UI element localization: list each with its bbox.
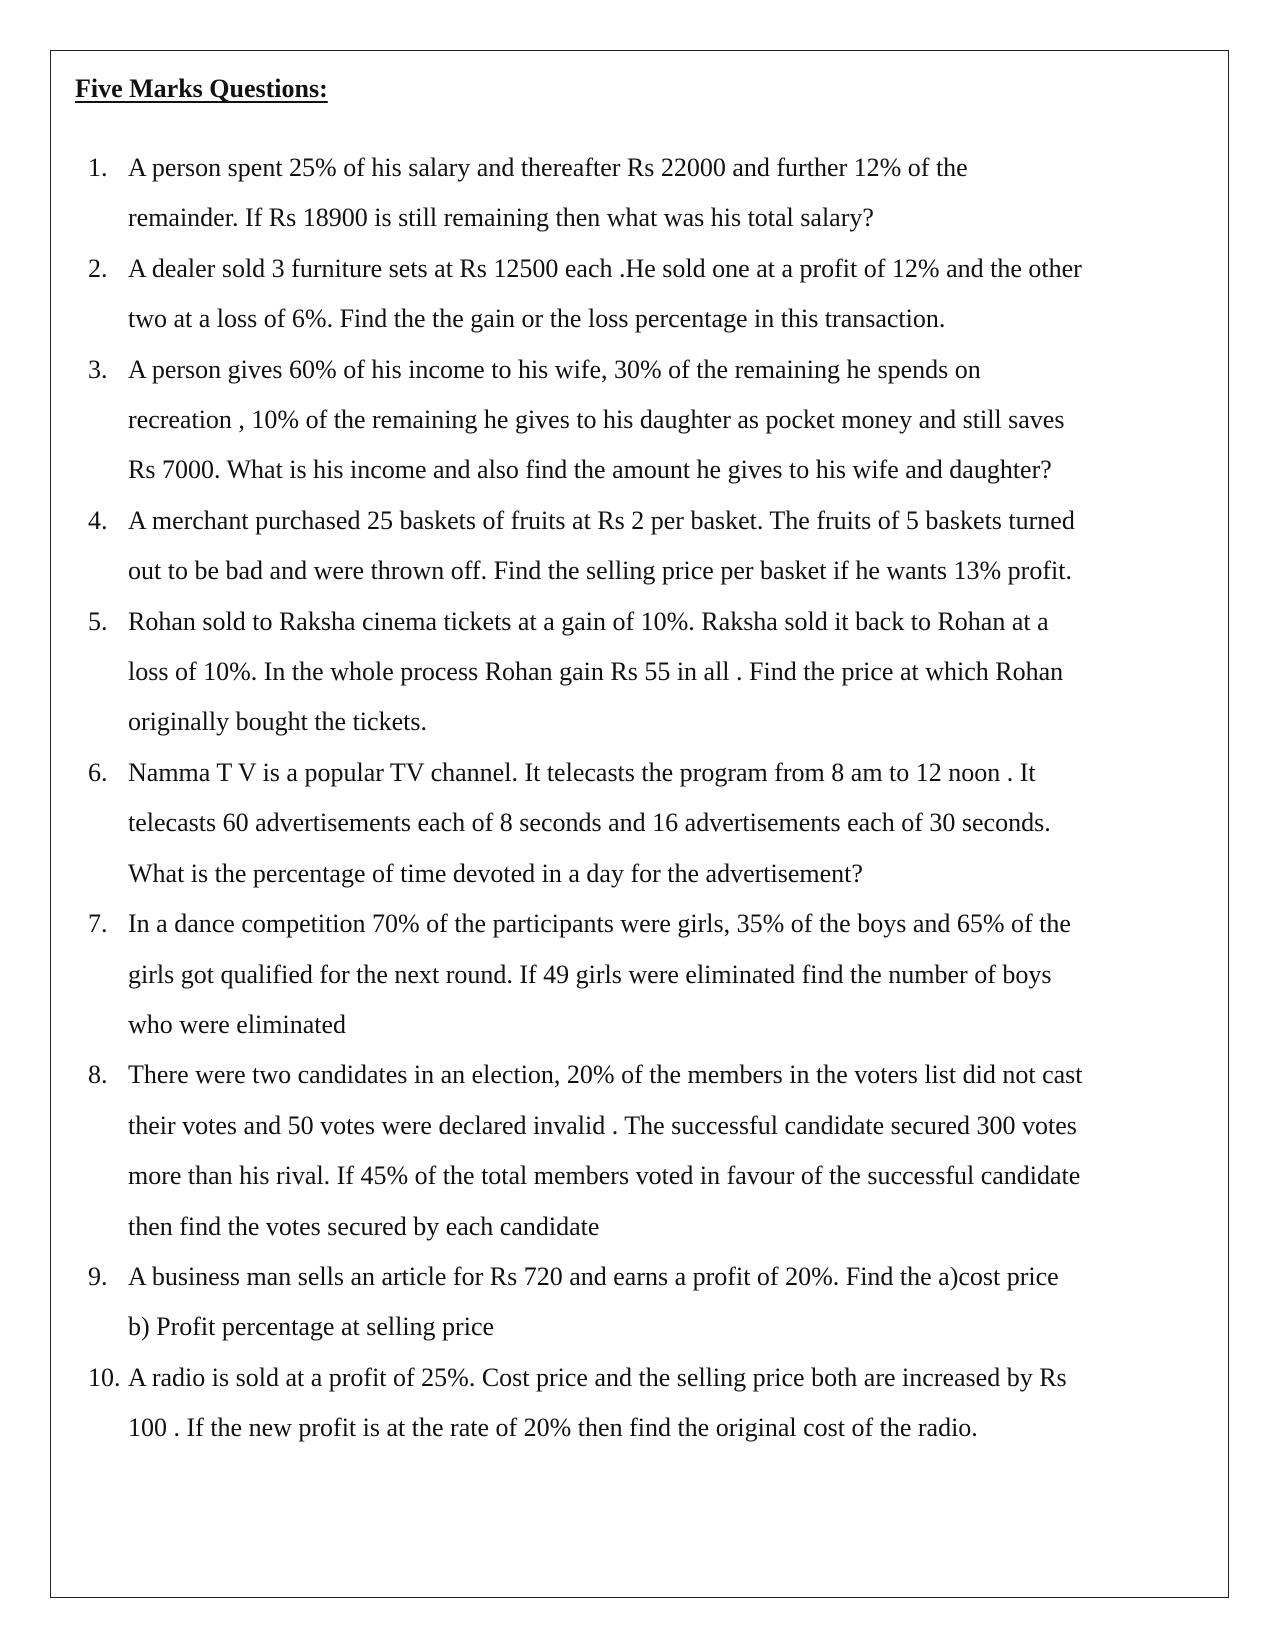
- question-item: [0, 143, 1275, 244]
- question-text-line: then find the votes secured by each candidate: [128, 1211, 600, 1241]
- question-text-line: b) Profit percentage at selling price: [128, 1312, 495, 1342]
- question-text-line: two at a loss of 6%. Find the the gain or the loss percentage in this transaction.: [128, 304, 946, 334]
- question-number: 10.: [88, 1362, 121, 1392]
- question-item: [0, 899, 1275, 1050]
- page-heading: Five Marks Questions:: [75, 74, 328, 103]
- question-text-line: originally bought the tickets.: [128, 707, 427, 737]
- question-text-line: girls got qualified for the next round. If 49 girls were eliminated find the number of boys: [128, 959, 1052, 989]
- question-item: [0, 496, 1275, 597]
- question-text-line: A business man sells an article for Rs 720 and earns a profit of 20%. Find the a)cost price: [128, 1261, 1059, 1291]
- question-item: [0, 1050, 1275, 1252]
- question-number: 2.: [88, 253, 108, 283]
- question-text-line: A person spent 25% of his salary and thereafter Rs 22000 and further 12% of the: [128, 153, 968, 182]
- question-number: 9.: [88, 1261, 108, 1291]
- question-number: 4.: [88, 505, 108, 535]
- question-text-line: loss of 10%. In the whole process Rohan gain Rs 55 in all . Find the price at which Rohan: [128, 657, 1064, 687]
- question-item: [0, 1353, 1275, 1454]
- question-number: 7.: [88, 909, 108, 939]
- question-number: 3.: [88, 354, 108, 384]
- question-text-line: Namma T V is a popular TV channel. It telecasts the program from 8 am to 12 noon . It: [128, 757, 1036, 787]
- question-list: [0, 143, 1275, 1454]
- question-text-line: Rs 7000. What is his income and also find the amount he gives to his wife and daughter?: [128, 455, 1052, 485]
- question-text-line: telecasts 60 advertisements each of 8 seconds and 16 advertisements each of 30 seconds.: [128, 808, 1051, 838]
- question-text-line: out to be bad and were thrown off. Find the selling price per basket if he wants 13% profit.: [128, 556, 1072, 586]
- question-item: [0, 1252, 1275, 1353]
- question-text-line: their votes and 50 votes were declared invalid . The successful candidate secured 300 votes: [128, 1110, 1077, 1140]
- question-text-line: who were eliminated: [128, 1009, 347, 1039]
- question-text-line: A dealer sold 3 furniture sets at Rs 12500 each .He sold one at a profit of 12% and the other: [128, 253, 1082, 283]
- question-item: [0, 345, 1275, 496]
- question-text-line: There were two candidates in an election, 20% of the members in the voters list did not cast: [128, 1060, 1083, 1090]
- question-text-line: A radio is sold at a profit of 25%. Cost price and the selling price both are increased by Rs: [128, 1362, 1067, 1392]
- question-text-line: 100 . If the new profit is at the rate of 20% then find the original cost of the radio.: [128, 1413, 978, 1443]
- question-number: 8.: [88, 1060, 108, 1090]
- question-item: [0, 244, 1275, 345]
- question-item: [0, 748, 1275, 899]
- question-number: 5.: [88, 606, 108, 636]
- question-text-line: recreation , 10% of the remaining he gives to his daughter as pocket money and still saves: [128, 405, 1065, 435]
- question-text-line: A person gives 60% of his income to his wife, 30% of the remaining he spends on: [128, 354, 981, 384]
- question-text-line: more than his rival. If 45% of the total members voted in favour of the successful candidate: [128, 1161, 1081, 1191]
- question-text-line: Rohan sold to Raksha cinema tickets at a gain of 10%. Raksha sold it back to Rohan at a: [128, 606, 1049, 636]
- question-number: 6.: [88, 757, 108, 787]
- question-text-line: What is the percentage of time devoted in a day for the advertisement?: [128, 858, 863, 888]
- question-item: [0, 597, 1275, 748]
- question-text-line: remainder. If Rs 18900 is still remaining then what was his total salary?: [128, 203, 874, 233]
- question-text-line: A merchant purchased 25 baskets of fruits at Rs 2 per basket. The fruits of 5 baskets turned: [128, 505, 1075, 535]
- question-number: 1.: [88, 153, 108, 182]
- question-text-line: In a dance competition 70% of the participants were girls, 35% of the boys and 65% of the: [128, 909, 1071, 939]
